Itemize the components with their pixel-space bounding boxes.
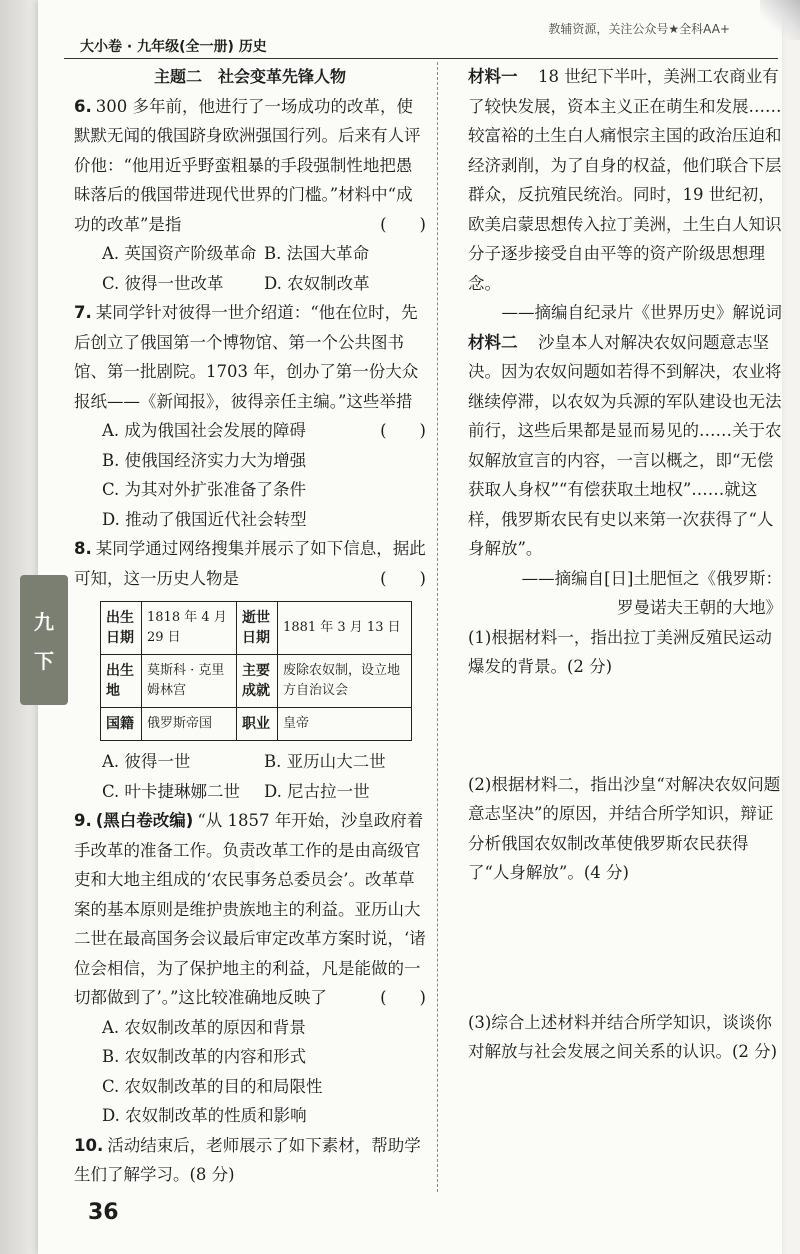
table-header-cell: 国籍 [101,708,142,741]
material-source: ——摘编自纪录片《世界历史》解说词 [501,303,782,322]
table-cell: 1881 年 3 月 13 日 [278,602,412,655]
table-cell: 1818 年 4 月 29 日 [142,602,237,655]
left-column [74,62,426,1190]
answer-paren: ( ) [380,988,426,1007]
header-rule [64,58,778,59]
option-d[interactable]: D. 尼古拉一世 [264,781,370,801]
question-number: 7. [74,303,92,322]
table-cell: 废除农奴制，设立地方自治议会 [278,655,412,708]
material-text: 沙皇本人对解决农奴问题意志坚决。因为农奴问题如若得不到解决，农业将继续停滞，以农奴为兵源的军队建设也无法前行，这些后果都是显而易见的……关于农奴解放宣言的内容，一言以概之，即“无偿获取人身权”“有偿获取土地权”……就这样，俄罗斯农民有史以来第一次获得了“人身解放”。 [468,332,782,558]
option-b[interactable]: B. 使俄国经济实力大为增强 [102,450,307,470]
right-column [468,62,782,1067]
question-text: 活动结束后，老师展示了如下素材，帮助学生们了解学习。(8 分) [74,1135,421,1184]
side-tab-char-1: 九 [34,610,54,634]
option-a[interactable]: A. 英国资产阶级革命 [102,244,257,263]
question-number: 6. [74,96,92,116]
table-header-cell: 逝世日期 [237,602,278,655]
option-c[interactable]: C. 叶卡捷琳娜二世 [102,781,241,801]
source-tag: (黑白卷改编) [95,811,194,830]
option-b[interactable]: B. 法国大革命 [264,244,370,263]
grade-side-tab [20,575,68,705]
option-b[interactable]: B. 亚历山大二世 [264,752,386,771]
table-row [101,655,412,708]
question-text: 某同学针对彼得一世介绍道：“他在位时，先后创立了俄国第一个博物馆、第一个公共图书馆、第一批剧院。1703 年，创办了第一份大众报纸——《新闻报》，彼得亲任主编。”这些举措 [74,303,419,411]
option-a[interactable]: A. 成为俄国社会发展的障碍 [102,421,306,440]
option-d[interactable]: D. 农奴制改革的性质和影响 [102,1106,307,1125]
option-c[interactable]: C. 农奴制改革的目的和局限性 [102,1076,323,1096]
option-a[interactable]: A. 农奴制改革的原因和背景 [102,1017,306,1037]
option-a[interactable]: A. 彼得一世 [102,752,191,771]
option-d[interactable]: D. 农奴制改革 [264,273,370,293]
table-header-cell: 出生日期 [101,602,142,655]
answer-space[interactable] [468,682,782,770]
answer-paren: ( ) [380,214,426,234]
subquestion-3: (3)综合上述材料并结合所学知识，谈谈你对解放与社会发展之间关系的认识。(2 分) [468,1012,778,1061]
theme-title: 主题二 社会变革先锋人物 [153,67,346,86]
subquestion-1: (1)根据材料一，指出拉丁美洲反殖民运动爆发的背景。(2 分) [468,627,772,676]
watermark-text: 教辅资源，关注公众号★全科AA+ [548,22,730,36]
question-10 [74,1131,426,1190]
material-1 [468,62,782,298]
table-header-cell: 出生地 [101,655,142,708]
answer-space[interactable] [468,888,782,1008]
question-8 [74,534,426,593]
options-row [74,747,426,777]
option-d[interactable]: D. 推动了俄国近代社会转型 [102,509,307,529]
options-row [74,269,426,299]
question-9 [74,806,426,1013]
question-number: 8. [74,539,92,558]
book-header: 大小卷 · 九年级(全一册) 历史 [80,39,267,55]
material-2 [468,328,782,564]
option-c[interactable]: C. 彼得一世改革 [102,273,224,293]
info-table [100,601,412,741]
column-divider [437,62,438,1192]
subquestion-2: (2)根据材料二，指出沙皇“对解决农奴问题意志坚决”的原因，并结合所学知识，辩证分析俄国农奴制改革使俄罗斯农民获得了“人身解放”。(4 分) [468,774,781,882]
option-c[interactable]: C. 为其对外扩张准备了条件 [102,480,307,499]
table-header-cell: 主要成就 [237,655,278,708]
page-corner-shadow [760,0,800,40]
table-cell: 莫斯科 · 克里姆林宫 [142,655,237,708]
material-text: 18 世纪下半叶，美洲工农商业有了较快发展，资本主义正在萌生和发展……较富裕的土生白人痛恨宗主国的政治压迫和经济剥削，为了自身的权益，他们联合下层群众，反抗殖民统治。同时，19 世纪初，欧美启蒙思想传入拉丁美洲，土生白人知识分子逐步接受自由平等的资产阶级思想理念。 [468,67,782,293]
material-source: 罗曼诺夫王朝的大地》 [617,598,782,617]
side-tab-char-2: 下 [34,649,54,673]
material-label: 材料一 [468,67,518,86]
table-row [101,602,412,655]
question-number: 10. [74,1135,104,1155]
question-text: 某同学通过网络搜集并展示了如下信息，据此可知，这一历史人物是 [74,539,426,588]
answer-paren: ( ) [380,568,426,588]
question-text: “从 1857 年开始，沙皇政府着手改革的准备工作。负责改革工作的是由高级官吏和大地主组成的‘农民事务总委员会’。改革草案的基本原则是维护贵族地主的利益。亚历山大二世在最高国务会议最后审定改革方案时说，‘诸位会相信，为了保护地主的利益，凡是能做的一切都做到了’。”这比较准确地反映了 [74,811,426,1007]
table-row [101,708,412,741]
material-source: ——摘编自[日]土肥恒之《俄罗斯： [521,568,782,588]
question-6 [74,92,426,240]
options-row [74,777,426,807]
option-b[interactable]: B. 农奴制改革的内容和形式 [102,1047,307,1066]
page-number: 36 [88,1200,119,1225]
question-text: 300 多年前，他进行了一场成功的改革，使默默无闻的俄国跻身欧洲强国行列。后来有人评价他：“他用近乎野蛮粗暴的手段强制性地把愚昧落后的俄国带进现代世界的门槛。”材料中“成功的改革”是指 [74,96,421,234]
options-row [74,239,426,269]
table-header-cell: 职业 [237,708,278,741]
material-label: 材料二 [468,332,518,352]
answer-paren: ( ) [380,421,426,440]
question-number: 9. [74,811,92,830]
table-cell: 俄罗斯帝国 [142,708,237,741]
table-cell: 皇帝 [278,708,412,741]
